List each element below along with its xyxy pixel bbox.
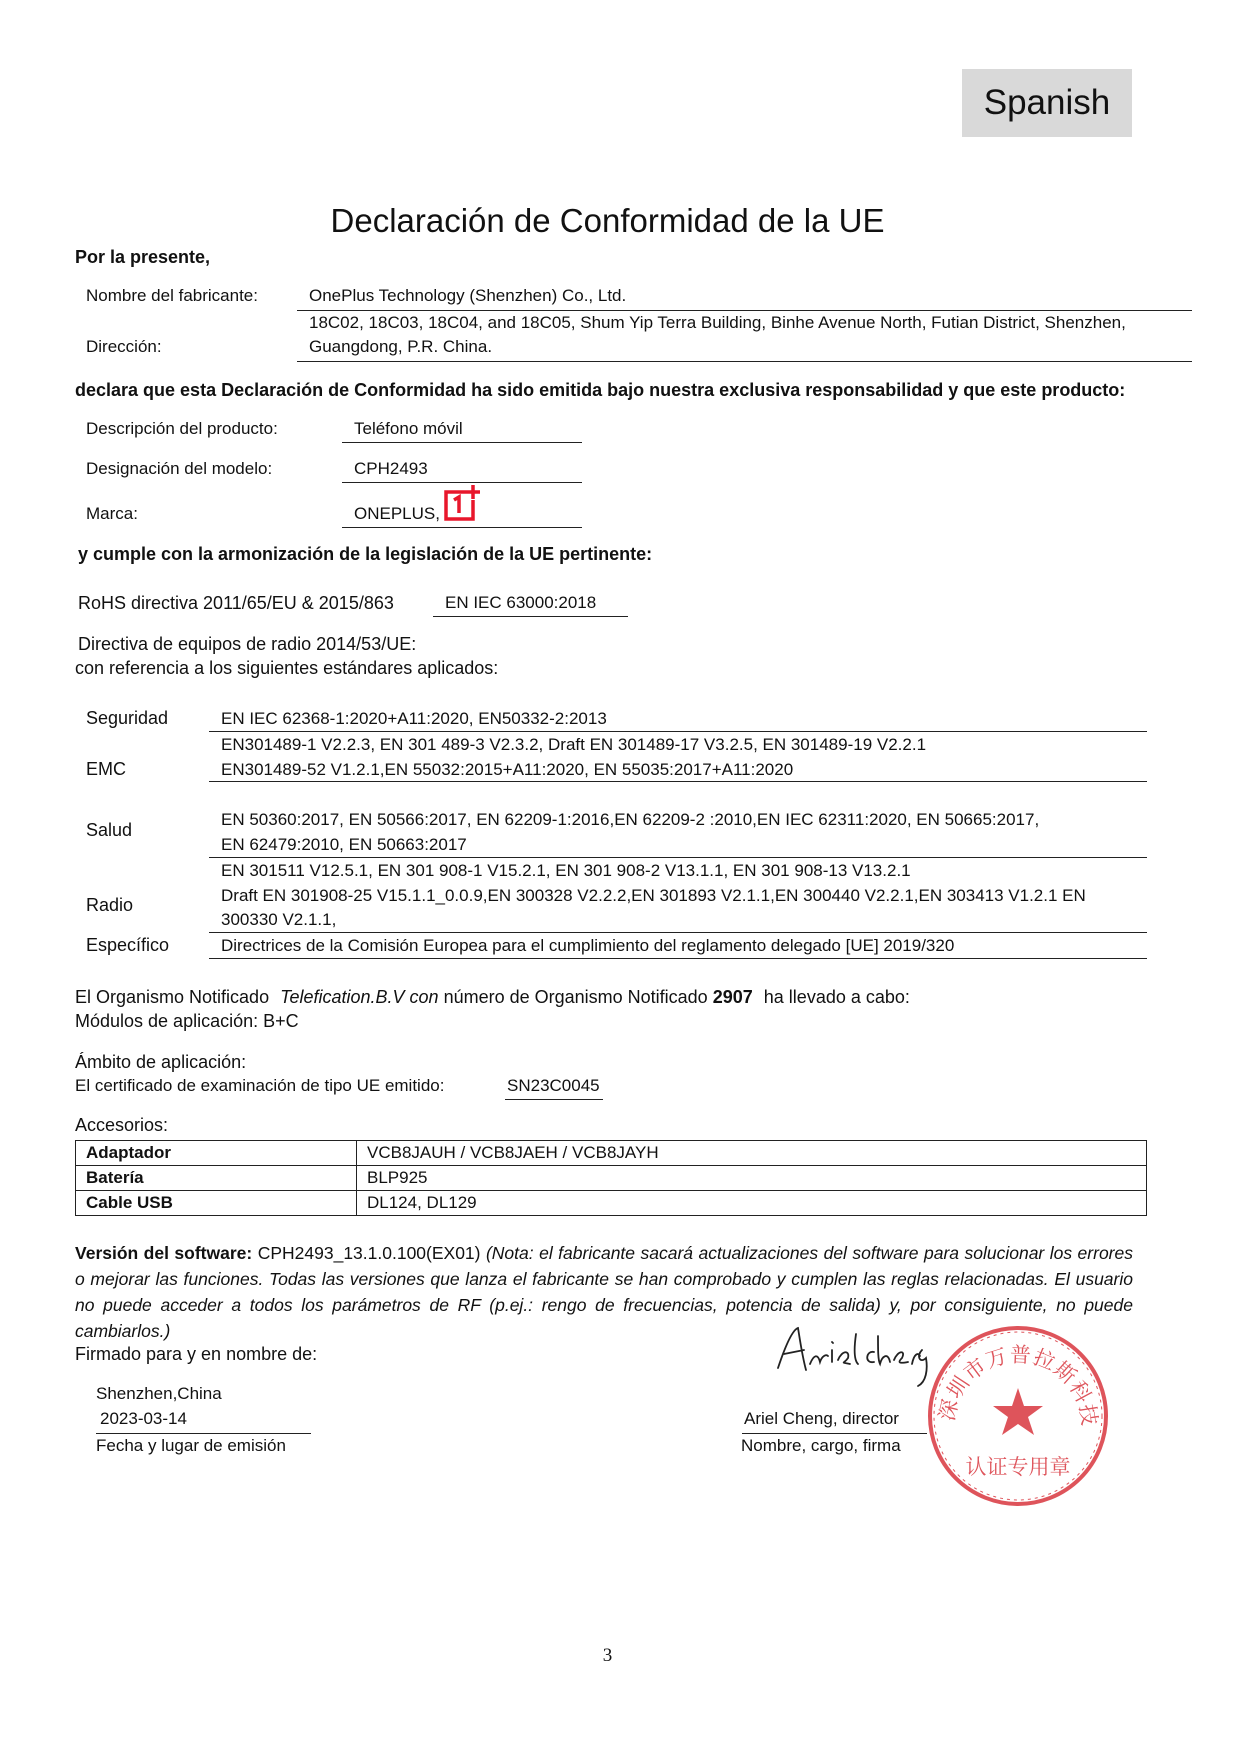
- address-line-2: Guangdong, P.R. China.: [309, 337, 493, 356]
- manufacturer-name-value: OnePlus Technology (Shenzhen) Co., Ltd.: [309, 286, 627, 305]
- software-version: CPH2493_13.1.0.100(EX01): [257, 1243, 481, 1263]
- standard-label-radio: Radio: [86, 895, 134, 915]
- notified-body-prefix: El Organismo Notificado: [75, 987, 270, 1007]
- address-underline: [297, 361, 1192, 362]
- brand-underline: [342, 527, 582, 528]
- accessory-name: Cable USB: [76, 1191, 357, 1216]
- notified-body-suffix: ha llevado a cabo:: [763, 987, 910, 1007]
- table-row: [76, 1191, 1147, 1216]
- standard-label-seguridad: Seguridad: [86, 708, 169, 728]
- signer-caption: Nombre, cargo, firma: [741, 1436, 901, 1455]
- standard-text: 300330 V2.1.1,: [221, 910, 337, 929]
- address-label: Dirección:: [86, 337, 162, 356]
- table-row: [76, 1166, 1147, 1191]
- oneplus-logo-icon: [444, 484, 482, 524]
- scope-heading: Ámbito de aplicación:: [75, 1052, 247, 1072]
- standard-label-emc: EMC: [86, 759, 126, 779]
- page-number: 3: [602, 1645, 613, 1666]
- red-directive-line-2: con referencia a los siguientes estándares aplicados:: [75, 658, 499, 678]
- accessory-value: DL124, DL129: [357, 1191, 1147, 1216]
- accessories-table: [75, 1140, 1147, 1216]
- certificate-label: El certificado de examinación de tipo UE emitido:: [75, 1076, 445, 1095]
- svg-text:认证专用章: 认证专用章: [965, 1455, 1071, 1479]
- notified-body-number: 2907: [712, 987, 753, 1007]
- issue-caption: Fecha y lugar de emisión: [96, 1436, 286, 1455]
- notified-body-line: [75, 987, 910, 1008]
- rohs-value: EN IEC 63000:2018: [445, 593, 597, 612]
- standard-text: EN 62479:2010, EN 50663:2017: [221, 835, 467, 854]
- accessory-name: Adaptador: [76, 1141, 357, 1166]
- svg-text:深圳市万普拉斯科技有限公司: 深圳市万普拉斯科技: [934, 1342, 1102, 1428]
- standard-label-salud: Salud: [86, 820, 133, 840]
- accessory-value: BLP925: [357, 1166, 1147, 1191]
- standard-text: EN 50360:2017, EN 50566:2017, EN 62209-1:2016,EN 62209-2 :2010,EN IEC 62311:2020, EN 50665:2017,: [221, 810, 1040, 829]
- standard-text: EN301489-52 V1.2.1,EN 55032:2015+A11:2020, EN 55035:2017+A11:2020: [221, 760, 794, 779]
- rohs-underline: [433, 616, 628, 617]
- signer-name: Ariel Cheng, director: [744, 1409, 899, 1428]
- model-underline: [342, 482, 582, 483]
- application-modules: Módulos de aplicación: B+C: [75, 1011, 299, 1031]
- issue-date: 2023-03-14: [100, 1409, 187, 1428]
- standard-label-especifico: Específico: [86, 935, 170, 955]
- standard-divider: [209, 781, 1147, 782]
- standard-text: Draft EN 301908-25 V15.1.1_0.0.9,EN 300328 V2.2.2,EN 301893 V2.1.1,EN 300440 V2.2.1,EN 303413 V1.2.1 EN: [221, 886, 1086, 905]
- certificate-underline: [505, 1099, 603, 1100]
- accessories-heading: Accesorios:: [75, 1115, 169, 1135]
- brand-label: Marca:: [86, 504, 138, 523]
- notified-body-number-text: número de Organismo Notificado: [443, 987, 708, 1007]
- company-seal-stamp: [924, 1322, 1112, 1510]
- standard-text: EN 301511 V12.5.1, EN 301 908-1 V15.2.1, EN 301 908-2 V13.1.1, EN 301 908-13 V13.2.1: [221, 861, 911, 880]
- product-description-value: Teléfono móvil: [354, 419, 463, 438]
- product-description-label: Descripción del producto:: [86, 419, 278, 438]
- compliance-statement: y cumple con la armonización de la legislación de la UE pertinente:: [78, 544, 653, 564]
- language-tag: Spanish: [962, 69, 1132, 137]
- brand-value: ONEPLUS,: [354, 504, 440, 523]
- accessory-name: Batería: [76, 1166, 357, 1191]
- software-note: (Nota: el fabricante sacará actualizaciones del software para solucionar los errores o mejorar las funciones. Todas las versiones que lanza el fabricante se han comprobado y cumplen las reglas relacionadas. El usuario no puede acceder a todos los parámetros de RF (p.ej.: rengo de frecuencias, potencia de salida) y, por consiguiente, no puede cambiarlos.): [75, 1243, 1133, 1341]
- product-description-underline: [342, 442, 582, 443]
- issue-place: Shenzhen,China: [96, 1384, 222, 1403]
- standard-text: EN301489-1 V2.2.3, EN 301 489-3 V2.3.2, Draft EN 301489-17 V3.2.5, EN 301489-19 V2.2.1: [221, 735, 927, 754]
- software-label: Versión del software:: [75, 1243, 253, 1263]
- manufacturer-name-label: Nombre del fabricante:: [86, 286, 258, 305]
- manufacturer-name-underline: [297, 310, 1192, 311]
- intro-text: Por la presente,: [75, 247, 211, 267]
- document-title: Declaración de Conformidad de la UE: [330, 202, 885, 239]
- table-row: [76, 1141, 1147, 1166]
- address-line-1: 18C02, 18C03, 18C04, and 18C05, Shum Yip Terra Building, Binhe Avenue North, Futian District, Shenzhen,: [309, 313, 1126, 332]
- model-label: Designación del modelo:: [86, 459, 273, 478]
- rohs-label: RoHS directiva 2011/65/EU & 2015/863: [78, 593, 394, 613]
- declaration-statement: declara que esta Declaración de Conformidad ha sido emitida bajo nuestra exclusiva responsabilidad y que este producto:: [75, 380, 1126, 400]
- standard-text: EN IEC 62368-1:2020+A11:2020, EN50332-2:2013: [221, 709, 607, 728]
- signed-for-label: Firmado para y en nombre de:: [75, 1344, 318, 1364]
- notified-body-name: Telefication.B.V con: [280, 987, 439, 1007]
- model-value: CPH2493: [354, 459, 428, 478]
- accessory-value: VCB8JAUH / VCB8JAEH / VCB8JAYH: [357, 1141, 1147, 1166]
- certificate-value: SN23C0045: [507, 1076, 600, 1095]
- handwritten-signature: [770, 1320, 940, 1390]
- signer-underline: [742, 1433, 927, 1434]
- issue-date-underline: [96, 1433, 311, 1434]
- standard-divider: [209, 958, 1147, 959]
- standard-text: Directrices de la Comisión Europea para el cumplimiento del reglamento delegado [UE] 2019/320: [221, 936, 955, 955]
- red-directive-line-1: Directiva de equipos de radio 2014/53/UE:: [78, 634, 417, 654]
